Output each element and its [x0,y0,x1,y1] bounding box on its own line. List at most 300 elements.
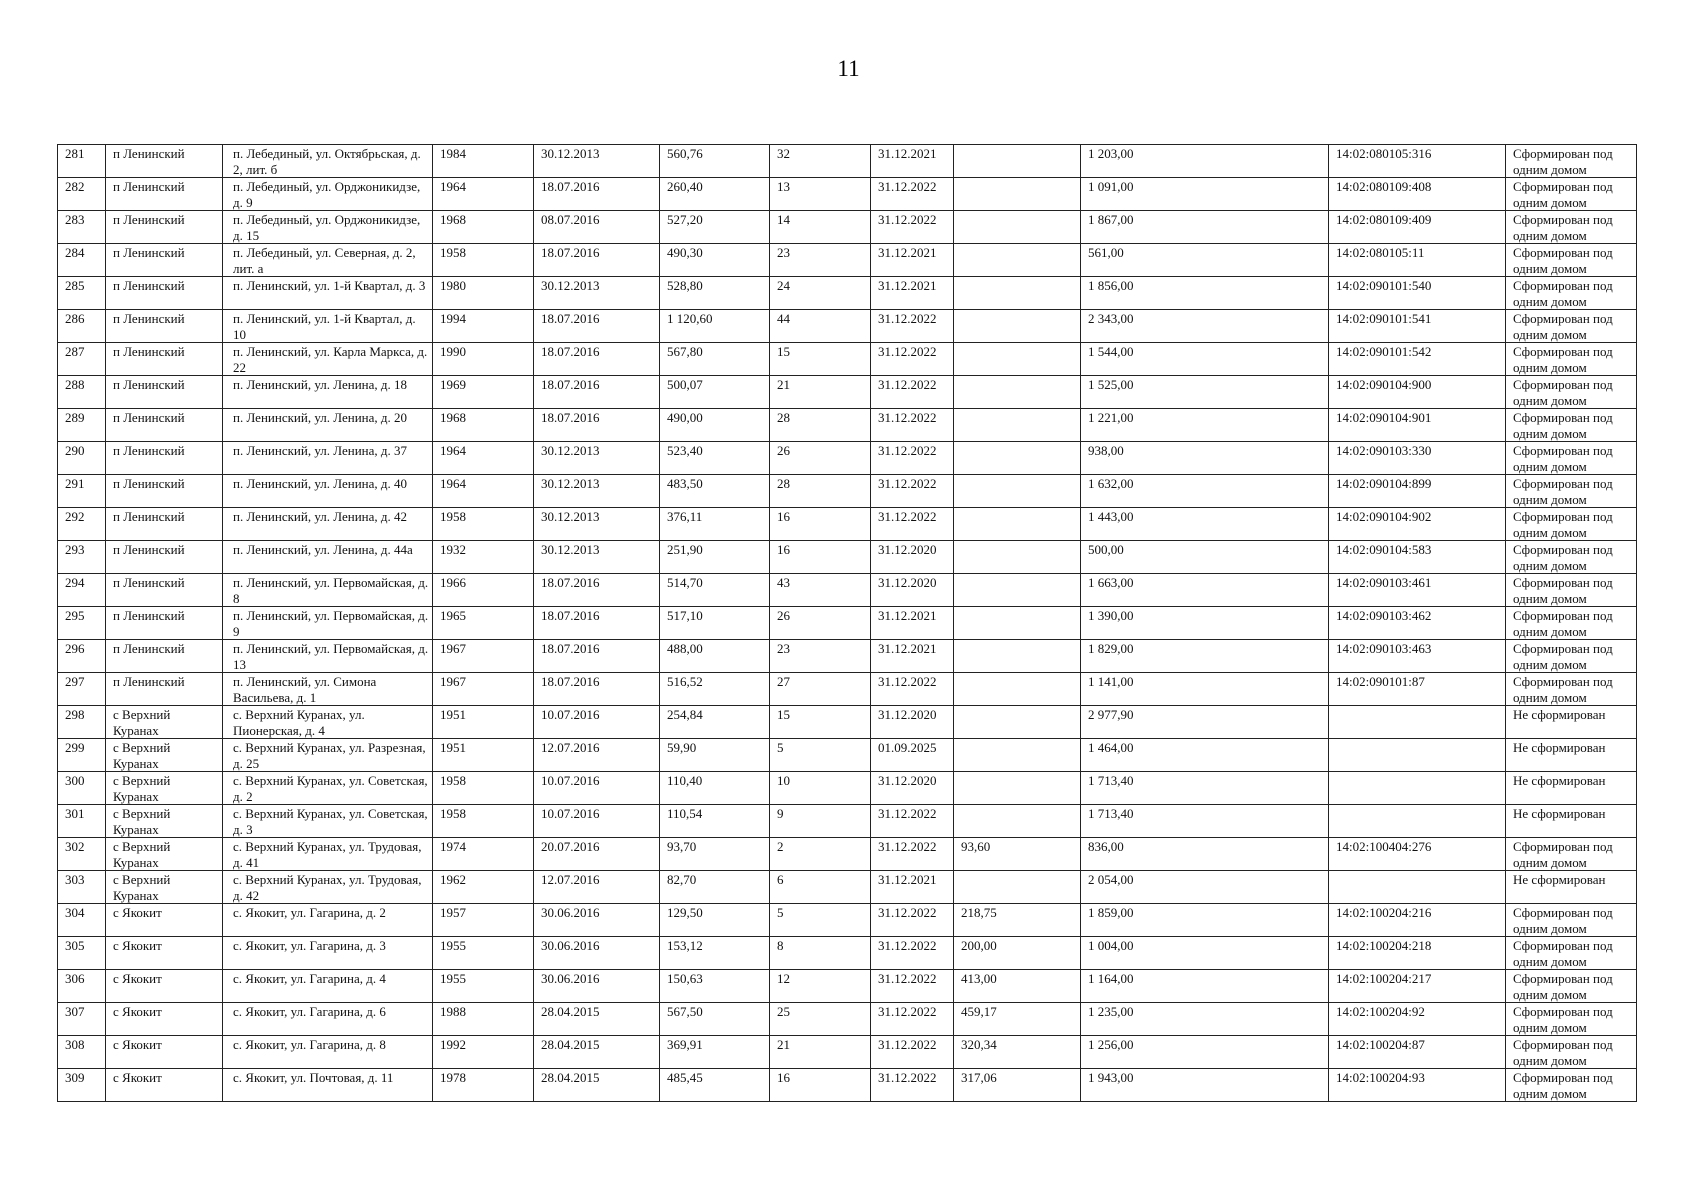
land-area-cell: 500,00 [1081,541,1329,574]
year-built-cell: 1958 [433,244,534,277]
address-cell: п. Ленинский, ул. Ленина, д. 44а [223,541,433,574]
row-number-cell: 304 [58,904,106,937]
land-area-cell: 2 977,90 [1081,706,1329,739]
land-area-cell: 1 829,00 [1081,640,1329,673]
land-status-cell: Сформирован под одним домом [1506,970,1637,1003]
residents-cell: 5 [770,739,871,772]
residents-cell: 26 [770,442,871,475]
settlement-cell: с Якокит [106,1003,223,1036]
deadline-date-cell: 31.12.2022 [871,673,954,706]
land-status-cell: Сформирован под одним домом [1506,574,1637,607]
land-status-cell: Сформирован под одним домом [1506,1069,1637,1102]
area-cell: 260,40 [660,178,770,211]
land-area-cell: 1 164,00 [1081,970,1329,1003]
residents-cell: 16 [770,1069,871,1102]
residents-cell: 12 [770,970,871,1003]
table-row [58,937,1637,970]
land-status-cell: Сформирован под одним домом [1506,244,1637,277]
year-built-cell: 1958 [433,805,534,838]
address-cell: п. Ленинский, ул. Первомайская, д. 9 [223,607,433,640]
registry-table [57,144,1637,1102]
land-area-cell: 1 091,00 [1081,178,1329,211]
residents-cell: 25 [770,1003,871,1036]
land-status-cell: Сформирован под одним домом [1506,409,1637,442]
deadline-date-cell: 01.09.2025 [871,739,954,772]
deadline-date-cell: 31.12.2022 [871,904,954,937]
row-number-cell: 292 [58,508,106,541]
land-area-cell: 2 054,00 [1081,871,1329,904]
area-cell: 369,91 [660,1036,770,1069]
year-built-cell: 1988 [433,1003,534,1036]
cadastral-number-cell: 14:02:090104:583 [1329,541,1506,574]
area-cell: 376,11 [660,508,770,541]
extra-area-cell: 413,00 [954,970,1081,1003]
cadastral-number-cell: 14:02:090103:463 [1329,640,1506,673]
extra-area-cell: 459,17 [954,1003,1081,1036]
extra-area-cell [954,409,1081,442]
date-cell: 10.07.2016 [534,772,660,805]
residents-cell: 5 [770,904,871,937]
deadline-date-cell: 31.12.2022 [871,409,954,442]
table-row [58,277,1637,310]
residents-cell: 15 [770,706,871,739]
land-status-cell: Сформирован под одним домом [1506,1036,1637,1069]
deadline-date-cell: 31.12.2021 [871,640,954,673]
settlement-cell: п Ленинский [106,277,223,310]
row-number-cell: 302 [58,838,106,871]
land-area-cell: 1 632,00 [1081,475,1329,508]
residents-cell: 21 [770,376,871,409]
date-cell: 18.07.2016 [534,640,660,673]
year-built-cell: 1984 [433,145,534,178]
residents-cell: 13 [770,178,871,211]
year-built-cell: 1955 [433,970,534,1003]
residents-cell: 32 [770,145,871,178]
land-status-cell: Сформирован под одним домом [1506,904,1637,937]
row-number-cell: 281 [58,145,106,178]
cadastral-number-cell: 14:02:090104:899 [1329,475,1506,508]
date-cell: 18.07.2016 [534,310,660,343]
settlement-cell: п Ленинский [106,178,223,211]
row-number-cell: 290 [58,442,106,475]
address-cell: с. Якокит, ул. Гагарина, д. 6 [223,1003,433,1036]
extra-area-cell: 320,34 [954,1036,1081,1069]
row-number-cell: 294 [58,574,106,607]
row-number-cell: 307 [58,1003,106,1036]
cadastral-number-cell: 14:02:090103:462 [1329,607,1506,640]
row-number-cell: 282 [58,178,106,211]
year-built-cell: 1966 [433,574,534,607]
settlement-cell: с Якокит [106,1069,223,1102]
deadline-date-cell: 31.12.2022 [871,838,954,871]
date-cell: 12.07.2016 [534,871,660,904]
date-cell: 30.06.2016 [534,904,660,937]
extra-area-cell [954,871,1081,904]
land-status-cell: Сформирован под одним домом [1506,310,1637,343]
residents-cell: 10 [770,772,871,805]
cadastral-number-cell [1329,805,1506,838]
land-area-cell: 1 713,40 [1081,772,1329,805]
deadline-date-cell: 31.12.2020 [871,772,954,805]
residents-cell: 23 [770,640,871,673]
cadastral-number-cell: 14:02:090101:542 [1329,343,1506,376]
address-cell: с. Верхний Куранах, ул. Разрезная, д. 25 [223,739,433,772]
row-number-cell: 306 [58,970,106,1003]
land-status-cell: Сформирован под одним домом [1506,673,1637,706]
year-built-cell: 1957 [433,904,534,937]
deadline-date-cell: 31.12.2021 [871,145,954,178]
cadastral-number-cell: 14:02:090101:87 [1329,673,1506,706]
area-cell: 516,52 [660,673,770,706]
cadastral-number-cell: 14:02:080105:11 [1329,244,1506,277]
year-built-cell: 1964 [433,178,534,211]
extra-area-cell [954,541,1081,574]
address-cell: п. Лебединый, ул. Орджоникидзе, д. 15 [223,211,433,244]
year-built-cell: 1967 [433,673,534,706]
residents-cell: 16 [770,508,871,541]
land-status-cell: Не сформирован [1506,706,1637,739]
address-cell: с. Якокит, ул. Гагарина, д. 4 [223,970,433,1003]
year-built-cell: 1968 [433,211,534,244]
land-status-cell: Сформирован под одним домом [1506,508,1637,541]
date-cell: 30.12.2013 [534,442,660,475]
date-cell: 10.07.2016 [534,706,660,739]
residents-cell: 15 [770,343,871,376]
land-status-cell: Сформирован под одним домом [1506,145,1637,178]
table-row [58,409,1637,442]
land-area-cell: 2 343,00 [1081,310,1329,343]
date-cell: 12.07.2016 [534,739,660,772]
deadline-date-cell: 31.12.2022 [871,442,954,475]
extra-area-cell: 317,06 [954,1069,1081,1102]
row-number-cell: 287 [58,343,106,376]
area-cell: 59,90 [660,739,770,772]
land-area-cell: 1 256,00 [1081,1036,1329,1069]
settlement-cell: с Верхний Куранах [106,706,223,739]
cadastral-number-cell: 14:02:090104:900 [1329,376,1506,409]
extra-area-cell [954,640,1081,673]
area-cell: 110,40 [660,772,770,805]
address-cell: п. Ленинский, ул. Симона Васильева, д. 1 [223,673,433,706]
residents-cell: 27 [770,673,871,706]
area-cell: 153,12 [660,937,770,970]
date-cell: 18.07.2016 [534,376,660,409]
cadastral-number-cell: 14:02:100204:87 [1329,1036,1506,1069]
residents-cell: 16 [770,541,871,574]
area-cell: 150,63 [660,970,770,1003]
land-status-cell: Сформирован под одним домом [1506,343,1637,376]
area-cell: 527,20 [660,211,770,244]
address-cell: п. Ленинский, ул. Ленина, д. 42 [223,508,433,541]
area-cell: 483,50 [660,475,770,508]
residents-cell: 24 [770,277,871,310]
land-status-cell: Сформирован под одним домом [1506,442,1637,475]
table-row [58,838,1637,871]
cadastral-number-cell: 14:02:100204:92 [1329,1003,1506,1036]
table-row [58,574,1637,607]
area-cell: 251,90 [660,541,770,574]
row-number-cell: 299 [58,739,106,772]
extra-area-cell [954,178,1081,211]
cadastral-number-cell: 14:02:100204:216 [1329,904,1506,937]
extra-area-cell [954,442,1081,475]
table-row [58,508,1637,541]
settlement-cell: п Ленинский [106,343,223,376]
settlement-cell: п Ленинский [106,442,223,475]
address-cell: п. Ленинский, ул. Первомайская, д. 8 [223,574,433,607]
date-cell: 18.07.2016 [534,409,660,442]
land-area-cell: 1 443,00 [1081,508,1329,541]
settlement-cell: п Ленинский [106,508,223,541]
settlement-cell: п Ленинский [106,475,223,508]
extra-area-cell [954,508,1081,541]
table-row [58,442,1637,475]
address-cell: п. Ленинский, ул. Карла Маркса, д. 22 [223,343,433,376]
year-built-cell: 1965 [433,607,534,640]
year-built-cell: 1994 [433,310,534,343]
settlement-cell: п Ленинский [106,541,223,574]
cadastral-number-cell [1329,772,1506,805]
area-cell: 254,84 [660,706,770,739]
extra-area-cell [954,343,1081,376]
land-status-cell: Сформирован под одним домом [1506,838,1637,871]
land-area-cell: 938,00 [1081,442,1329,475]
table-row [58,805,1637,838]
date-cell: 30.06.2016 [534,937,660,970]
residents-cell: 2 [770,838,871,871]
area-cell: 567,80 [660,343,770,376]
land-status-cell: Сформирован под одним домом [1506,277,1637,310]
settlement-cell: п Ленинский [106,244,223,277]
date-cell: 30.12.2013 [534,277,660,310]
table-row [58,475,1637,508]
deadline-date-cell: 31.12.2022 [871,1003,954,1036]
row-number-cell: 285 [58,277,106,310]
date-cell: 18.07.2016 [534,673,660,706]
deadline-date-cell: 31.12.2020 [871,706,954,739]
address-cell: п. Ленинский, ул. Первомайская, д. 13 [223,640,433,673]
row-number-cell: 298 [58,706,106,739]
date-cell: 18.07.2016 [534,343,660,376]
registry-body [58,145,1637,1102]
extra-area-cell [954,805,1081,838]
table-row [58,640,1637,673]
cadastral-number-cell [1329,739,1506,772]
row-number-cell: 305 [58,937,106,970]
settlement-cell: с Якокит [106,970,223,1003]
address-cell: с. Якокит, ул. Гагарина, д. 8 [223,1036,433,1069]
land-status-cell: Сформирован под одним домом [1506,376,1637,409]
deadline-date-cell: 31.12.2022 [871,211,954,244]
cadastral-number-cell [1329,871,1506,904]
cadastral-number-cell [1329,706,1506,739]
extra-area-cell [954,277,1081,310]
deadline-date-cell: 31.12.2021 [871,277,954,310]
address-cell: п. Лебединый, ул. Октябрьская, д. 2, лит. б [223,145,433,178]
row-number-cell: 286 [58,310,106,343]
cadastral-number-cell: 14:02:100404:276 [1329,838,1506,871]
address-cell: п. Ленинский, ул. Ленина, д. 37 [223,442,433,475]
year-built-cell: 1990 [433,343,534,376]
cadastral-number-cell: 14:02:090103:461 [1329,574,1506,607]
row-number-cell: 296 [58,640,106,673]
land-area-cell: 1 713,40 [1081,805,1329,838]
settlement-cell: п Ленинский [106,211,223,244]
address-cell: с. Якокит, ул. Гагарина, д. 3 [223,937,433,970]
deadline-date-cell: 31.12.2021 [871,871,954,904]
land-status-cell: Сформирован под одним домом [1506,475,1637,508]
address-cell: с. Верхний Куранах, ул. Советская, д. 3 [223,805,433,838]
address-cell: с. Якокит, ул. Почтовая, д. 11 [223,1069,433,1102]
deadline-date-cell: 31.12.2022 [871,475,954,508]
area-cell: 500,07 [660,376,770,409]
land-area-cell: 1 390,00 [1081,607,1329,640]
cadastral-number-cell: 14:02:100204:93 [1329,1069,1506,1102]
table-row [58,1069,1637,1102]
residents-cell: 8 [770,937,871,970]
settlement-cell: с Верхний Куранах [106,739,223,772]
area-cell: 560,76 [660,145,770,178]
land-status-cell: Сформирован под одним домом [1506,937,1637,970]
table-row [58,145,1637,178]
address-cell: с. Верхний Куранах, ул. Трудовая, д. 42 [223,871,433,904]
address-cell: п. Лебединый, ул. Северная, д. 2, лит. а [223,244,433,277]
area-cell: 110,54 [660,805,770,838]
land-area-cell: 1 203,00 [1081,145,1329,178]
settlement-cell: с Верхний Куранах [106,805,223,838]
year-built-cell: 1992 [433,1036,534,1069]
row-number-cell: 293 [58,541,106,574]
date-cell: 30.12.2013 [534,475,660,508]
cadastral-number-cell: 14:02:090103:330 [1329,442,1506,475]
year-built-cell: 1974 [433,838,534,871]
address-cell: с. Верхний Куранах, ул. Пионерская, д. 4 [223,706,433,739]
date-cell: 10.07.2016 [534,805,660,838]
land-area-cell: 561,00 [1081,244,1329,277]
table-row [58,244,1637,277]
deadline-date-cell: 31.12.2021 [871,244,954,277]
date-cell: 18.07.2016 [534,244,660,277]
date-cell: 30.12.2013 [534,508,660,541]
settlement-cell: п Ленинский [106,607,223,640]
address-cell: с. Якокит, ул. Гагарина, д. 2 [223,904,433,937]
address-cell: п. Лебединый, ул. Орджоникидзе, д. 9 [223,178,433,211]
extra-area-cell: 218,75 [954,904,1081,937]
cadastral-number-cell: 14:02:090101:541 [1329,310,1506,343]
address-cell: п. Ленинский, ул. 1-й Квартал, д. 10 [223,310,433,343]
row-number-cell: 295 [58,607,106,640]
settlement-cell: с Якокит [106,937,223,970]
table-row [58,706,1637,739]
land-area-cell: 1 663,00 [1081,574,1329,607]
year-built-cell: 1962 [433,871,534,904]
land-area-cell: 1 943,00 [1081,1069,1329,1102]
land-area-cell: 1 544,00 [1081,343,1329,376]
land-area-cell: 836,00 [1081,838,1329,871]
row-number-cell: 309 [58,1069,106,1102]
table-row [58,541,1637,574]
table-row [58,673,1637,706]
area-cell: 490,00 [660,409,770,442]
cadastral-number-cell: 14:02:080109:408 [1329,178,1506,211]
date-cell: 30.12.2013 [534,541,660,574]
area-cell: 490,30 [660,244,770,277]
row-number-cell: 291 [58,475,106,508]
cadastral-number-cell: 14:02:100204:218 [1329,937,1506,970]
cadastral-number-cell: 14:02:090101:540 [1329,277,1506,310]
date-cell: 30.06.2016 [534,970,660,1003]
land-area-cell: 1 867,00 [1081,211,1329,244]
land-area-cell: 1 235,00 [1081,1003,1329,1036]
land-area-cell: 1 525,00 [1081,376,1329,409]
address-cell: п. Ленинский, ул. 1-й Квартал, д. 3 [223,277,433,310]
address-cell: с. Верхний Куранах, ул. Советская, д. 2 [223,772,433,805]
extra-area-cell [954,145,1081,178]
year-built-cell: 1980 [433,277,534,310]
cadastral-number-cell: 14:02:090104:902 [1329,508,1506,541]
residents-cell: 28 [770,409,871,442]
land-status-cell: Сформирован под одним домом [1506,607,1637,640]
settlement-cell: п Ленинский [106,145,223,178]
extra-area-cell: 93,60 [954,838,1081,871]
extra-area-cell [954,310,1081,343]
year-built-cell: 1969 [433,376,534,409]
residents-cell: 14 [770,211,871,244]
table-row [58,871,1637,904]
land-area-cell: 1 221,00 [1081,409,1329,442]
deadline-date-cell: 31.12.2022 [871,508,954,541]
residents-cell: 26 [770,607,871,640]
date-cell: 20.07.2016 [534,838,660,871]
address-cell: п. Ленинский, ул. Ленина, д. 18 [223,376,433,409]
date-cell: 28.04.2015 [534,1069,660,1102]
deadline-date-cell: 31.12.2022 [871,970,954,1003]
table-row [58,970,1637,1003]
area-cell: 1 120,60 [660,310,770,343]
settlement-cell: п Ленинский [106,640,223,673]
settlement-cell: п Ленинский [106,673,223,706]
table-row [58,1036,1637,1069]
extra-area-cell [954,376,1081,409]
cadastral-number-cell: 14:02:080105:316 [1329,145,1506,178]
extra-area-cell [954,607,1081,640]
row-number-cell: 289 [58,409,106,442]
table-row [58,343,1637,376]
land-status-cell: Сформирован под одним домом [1506,211,1637,244]
address-cell: п. Ленинский, ул. Ленина, д. 40 [223,475,433,508]
deadline-date-cell: 31.12.2022 [871,178,954,211]
area-cell: 514,70 [660,574,770,607]
land-area-cell: 1 464,00 [1081,739,1329,772]
address-cell: п. Ленинский, ул. Ленина, д. 20 [223,409,433,442]
settlement-cell: с Верхний Куранах [106,772,223,805]
residents-cell: 23 [770,244,871,277]
land-status-cell: Не сформирован [1506,772,1637,805]
deadline-date-cell: 31.12.2022 [871,343,954,376]
year-built-cell: 1967 [433,640,534,673]
row-number-cell: 308 [58,1036,106,1069]
extra-area-cell [954,244,1081,277]
area-cell: 567,50 [660,1003,770,1036]
area-cell: 485,45 [660,1069,770,1102]
land-status-cell: Не сформирован [1506,805,1637,838]
deadline-date-cell: 31.12.2022 [871,805,954,838]
deadline-date-cell: 31.12.2020 [871,541,954,574]
deadline-date-cell: 31.12.2022 [871,1036,954,1069]
deadline-date-cell: 31.12.2021 [871,607,954,640]
settlement-cell: п Ленинский [106,409,223,442]
deadline-date-cell: 31.12.2022 [871,1069,954,1102]
